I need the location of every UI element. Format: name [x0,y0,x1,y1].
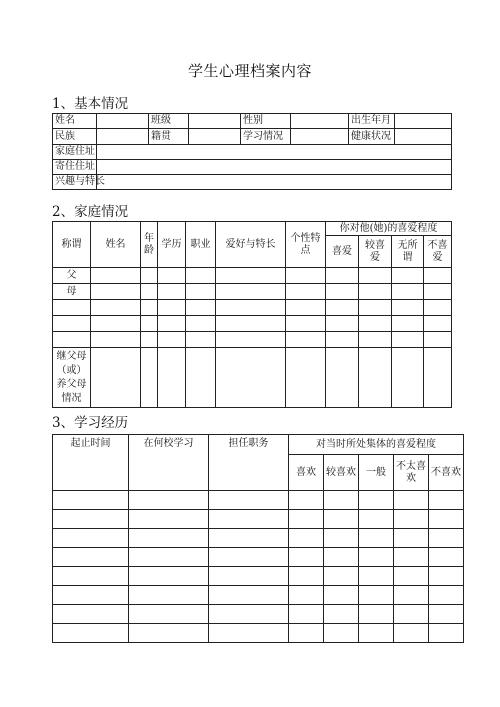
cell[interactable] [289,548,324,567]
cell[interactable] [216,348,286,408]
study-row [53,605,464,624]
field-native-place[interactable] [189,129,241,145]
cell[interactable] [209,548,289,567]
header-period: 起止时间 [53,435,129,491]
field-home-address[interactable] [97,145,452,160]
cell[interactable] [429,529,464,548]
field-ethnicity[interactable] [97,129,149,145]
header-dislike: 不喜欢 [429,455,464,491]
cell[interactable] [141,332,158,348]
header-group-preference: 对当时所处集体的喜爱程度 [289,435,464,455]
cell[interactable] [216,284,286,300]
cell[interactable] [209,586,289,605]
cell[interactable] [141,268,158,284]
header-pref-somewhat: 较喜爱 [359,236,392,268]
header-somewhat-like: 较喜欢 [324,455,359,491]
cell[interactable] [392,300,424,316]
cell[interactable] [286,268,326,284]
cell[interactable] [359,316,392,332]
cell[interactable] [324,567,359,586]
cell[interactable] [158,332,186,348]
cell[interactable] [286,332,326,348]
cell[interactable] [359,605,394,624]
cell[interactable] [394,491,429,510]
header-neutral: 一般 [359,455,394,491]
cell[interactable] [158,300,186,316]
cell[interactable] [186,268,216,284]
cell[interactable] [394,548,429,567]
header-not-quite-like: 不太喜欢 [394,455,429,491]
cell[interactable] [359,624,394,643]
cell[interactable] [129,605,209,624]
cell[interactable] [359,510,394,529]
label-boarding-address: 寄住住址 [53,160,97,175]
cell[interactable] [129,586,209,605]
cell[interactable] [392,316,424,332]
cell[interactable] [91,268,141,284]
header-school: 在何校学习 [129,435,209,491]
header-education: 学历 [158,222,186,268]
basic-row-1 [53,114,452,129]
cell[interactable] [394,586,429,605]
cell[interactable] [209,624,289,643]
study-row [53,548,464,567]
family-header-row-1 [53,222,452,236]
cell[interactable] [429,510,464,529]
cell[interactable] [209,605,289,624]
cell[interactable] [424,316,452,332]
cell[interactable] [53,624,129,643]
section-basic-heading: 1、基本情况 [52,96,129,112]
cell[interactable] [359,529,394,548]
label-study-status: 学习情况 [241,129,291,145]
cell[interactable] [289,567,324,586]
family-row-father [53,268,452,284]
label-ethnicity: 民族 [53,129,97,145]
cell[interactable] [359,567,394,586]
cell[interactable] [129,529,209,548]
cell[interactable] [186,300,216,316]
cell[interactable] [394,624,429,643]
cell[interactable] [289,510,324,529]
cell[interactable] [186,348,216,408]
study-history-table [52,434,464,643]
cell[interactable] [326,300,359,316]
cell[interactable] [141,284,158,300]
cell[interactable] [209,567,289,586]
cell[interactable] [91,348,141,408]
cell[interactable] [53,586,129,605]
field-gender[interactable] [291,114,349,129]
cell[interactable] [289,491,324,510]
cell[interactable] [289,529,324,548]
cell[interactable] [392,332,424,348]
cell[interactable] [394,529,429,548]
header-preference-group: 你对他(她)的喜爱程度 [326,222,452,236]
cell[interactable] [429,548,464,567]
cell[interactable] [359,300,392,316]
cell[interactable] [429,605,464,624]
section-study-heading: 3、学习经历 [52,415,129,431]
cell[interactable] [209,510,289,529]
cell[interactable] [91,300,141,316]
cell[interactable] [53,332,91,348]
field-name[interactable] [97,114,149,129]
cell[interactable] [286,316,326,332]
cell[interactable] [286,348,326,408]
cell[interactable] [424,268,452,284]
cell[interactable] [158,348,186,408]
header-position: 担任职务 [209,435,289,491]
cell[interactable] [209,529,289,548]
cell[interactable] [141,300,158,316]
field-class[interactable] [189,114,241,129]
family-table [52,221,452,408]
cell[interactable] [286,300,326,316]
cell[interactable] [424,284,452,300]
study-row [53,491,464,510]
cell[interactable] [53,316,91,332]
basic-row-5 [53,175,452,190]
cell[interactable] [158,316,186,332]
cell[interactable] [359,548,394,567]
label-name: 姓名 [53,114,97,129]
cell[interactable] [324,548,359,567]
cell[interactable] [129,491,209,510]
header-like: 喜欢 [289,455,324,491]
cell[interactable] [216,316,286,332]
basic-info-table [52,113,452,190]
cell[interactable] [209,491,289,510]
label-native-place: 籍贯 [149,129,189,145]
cell[interactable] [216,268,286,284]
field-study-status[interactable] [291,129,349,145]
field-boarding-address[interactable] [97,160,452,175]
family-row-mother [53,284,452,300]
field-interests[interactable] [97,175,452,190]
cell[interactable] [394,510,429,529]
study-row [53,567,464,586]
cell[interactable] [158,268,186,284]
cell[interactable] [394,605,429,624]
cell[interactable] [359,332,392,348]
cell[interactable] [53,567,129,586]
header-pref-dislike: 不喜爱 [424,236,452,268]
field-health[interactable] [395,129,452,145]
cell[interactable] [53,510,129,529]
cell[interactable] [424,332,452,348]
cell[interactable] [53,529,129,548]
cell[interactable] [392,348,424,408]
cell[interactable] [324,510,359,529]
family-row-blank [53,332,452,348]
label-birth: 出生年月 [349,114,395,129]
study-row [53,586,464,605]
cell[interactable] [141,316,158,332]
cell[interactable] [129,567,209,586]
header-title: 称谓 [53,222,91,268]
cell[interactable] [359,586,394,605]
label-interests: 兴趣与特长 [53,175,97,190]
cell[interactable] [359,284,392,300]
study-header-row-1 [53,435,464,455]
cell[interactable] [424,300,452,316]
cell[interactable] [429,567,464,586]
header-occupation: 职业 [186,222,216,268]
study-row [53,510,464,529]
cell[interactable] [289,586,324,605]
cell[interactable] [326,268,359,284]
cell[interactable] [286,284,326,300]
cell[interactable] [53,548,129,567]
cell[interactable] [359,268,392,284]
cell[interactable] [324,605,359,624]
header-personality: 个性特点 [286,222,326,268]
label-health: 健康状况 [349,129,395,145]
cell[interactable] [91,284,141,300]
page-title: 学生心理档案内容 [187,62,312,80]
family-row-step-parent [53,348,452,408]
header-age: 年龄 [141,222,158,268]
cell[interactable] [392,268,424,284]
cell[interactable] [429,586,464,605]
cell[interactable] [326,348,359,408]
relation-mother: 母 [53,284,91,300]
cell[interactable] [394,567,429,586]
cell[interactable] [129,510,209,529]
cell[interactable] [141,348,158,408]
cell[interactable] [324,624,359,643]
cell[interactable] [289,605,324,624]
family-row-blank [53,316,452,332]
cell[interactable] [91,316,141,332]
cell[interactable] [186,316,216,332]
cell[interactable] [324,491,359,510]
relation-father: 父 [53,268,91,284]
cell[interactable] [359,348,392,408]
cell[interactable] [53,300,91,316]
basic-row-4 [53,160,452,175]
cell[interactable] [216,332,286,348]
cell[interactable] [359,491,394,510]
cell[interactable] [429,491,464,510]
cell[interactable] [289,624,324,643]
cell[interactable] [53,491,129,510]
cell[interactable] [186,332,216,348]
cell[interactable] [429,624,464,643]
cell[interactable] [186,284,216,300]
cell[interactable] [392,284,424,300]
cell[interactable] [326,284,359,300]
label-home-address: 家庭住址 [53,145,97,160]
cell[interactable] [216,300,286,316]
header-hobby: 爱好与特长 [216,222,286,268]
study-row [53,624,464,643]
cell[interactable] [158,284,186,300]
cell[interactable] [91,332,141,348]
cell[interactable] [53,605,129,624]
family-row-blank [53,300,452,316]
cell[interactable] [424,348,452,408]
cell[interactable] [324,529,359,548]
relation-step-parent: 继父母（或）养父母情况 [53,348,91,408]
cell[interactable] [129,548,209,567]
header-name: 姓名 [91,222,141,268]
cell[interactable] [326,316,359,332]
label-gender: 性别 [241,114,291,129]
study-row [53,529,464,548]
header-pref-indifferent: 无所谓 [392,236,424,268]
cell[interactable] [324,586,359,605]
field-birth[interactable] [395,114,452,129]
cell[interactable] [326,332,359,348]
cell[interactable] [129,624,209,643]
basic-row-2 [53,129,452,145]
label-class: 班级 [149,114,189,129]
section-family-heading: 2、家庭情况 [52,204,129,220]
basic-row-3 [53,145,452,160]
header-pref-like: 喜爱 [326,236,359,268]
